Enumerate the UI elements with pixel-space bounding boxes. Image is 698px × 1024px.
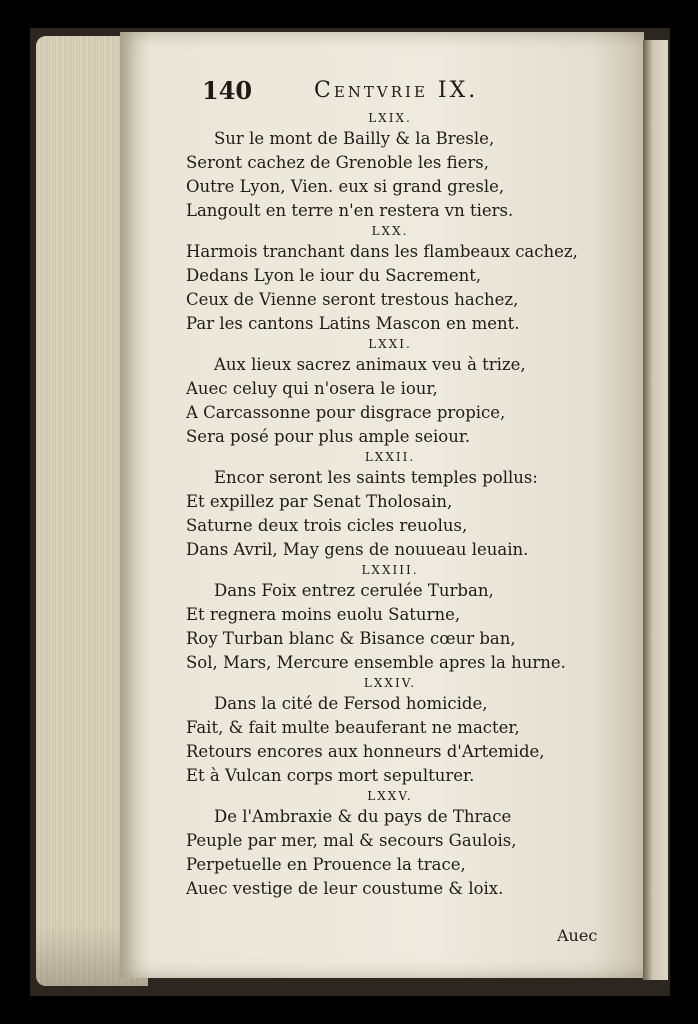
- verse-line: Outre Lyon, Vien. eux si grand gresle,: [186, 177, 505, 196]
- verse-line: De l'Ambraxie & du pays de Thrace: [214, 807, 512, 826]
- running-title: Centvrie IX.: [314, 78, 479, 103]
- verse-line: Dans la cité de Fersod homicide,: [214, 694, 488, 713]
- verse-line: Sur le mont de Bailly & la Bresle,: [214, 129, 495, 148]
- catchword: Auec: [557, 926, 598, 945]
- quatrain: [186, 223, 634, 336]
- quatrain-text: [186, 110, 634, 901]
- quatrain: [186, 788, 634, 901]
- quatrain-number: LXIX.: [368, 111, 412, 125]
- verse-line: Harmois tranchant dans les flambeaux cachez,: [186, 242, 578, 261]
- quatrain: [186, 336, 634, 449]
- verse-line: A Carcassonne pour disgrace propice,: [186, 403, 506, 422]
- verse-line: Fait, & fait multe beauferant ne macter,: [186, 718, 520, 737]
- quatrain-number: LXXIII.: [361, 563, 419, 577]
- verse-line: Auec celuy qui n'osera le iour,: [186, 379, 438, 398]
- verse-line: Dedans Lyon le iour du Sacrement,: [186, 266, 482, 285]
- verse-line: Sera posé pour plus ample seiour.: [186, 427, 471, 446]
- verse-line: Perpetuelle en Prouence la trace,: [186, 855, 466, 874]
- verse-line: Et expillez par Senat Tholosain,: [186, 492, 453, 511]
- facing-page-edge: [643, 40, 668, 980]
- verse-line: Saturne deux trois cicles reuolus,: [186, 516, 468, 535]
- quatrain-number: LXXV.: [367, 789, 413, 803]
- verse-line: Peuple par mer, mal & secours Gaulois,: [186, 831, 517, 850]
- page-header: [202, 76, 542, 108]
- quatrain-number: LXX.: [371, 224, 409, 238]
- verse-line: Par les cantons Latins Mascon en ment.: [186, 314, 520, 333]
- verse-line: Roy Turban blanc & Bisance cœur ban,: [186, 629, 516, 648]
- page-number: 140: [202, 76, 253, 105]
- quatrain-number: LXXIV.: [363, 676, 417, 690]
- verse-line: Langoult en terre n'en restera vn tiers.: [186, 201, 514, 220]
- quatrain-number: LXXII.: [364, 450, 416, 464]
- verse-line: Dans Avril, May gens de nouueau leuain.: [186, 540, 529, 559]
- verse-line: Auec vestige de leur coustume & loix.: [186, 879, 504, 898]
- quatrain-number: LXXI.: [368, 337, 412, 351]
- quatrain: [186, 675, 634, 788]
- verse-line: Aux lieux sacrez animaux veu à trize,: [214, 355, 526, 374]
- verse-line: Encor seront les saints temples pollus:: [214, 468, 538, 487]
- quatrain: [186, 562, 634, 675]
- verse-line: Dans Foix entrez cerulée Turban,: [214, 581, 494, 600]
- quatrain: [186, 449, 634, 562]
- verse-line: Retours encores aux honneurs d'Artemide,: [186, 742, 545, 761]
- verse-line: Et à Vulcan corps mort sepulturer.: [186, 766, 475, 785]
- verse-line: Sol, Mars, Mercure ensemble apres la hurne.: [186, 653, 566, 672]
- verse-line: Seront cachez de Grenoble les fiers,: [186, 153, 489, 172]
- quatrain: [186, 110, 634, 223]
- verse-line: Ceux de Vienne seront trestous hachez,: [186, 290, 519, 309]
- verse-line: Et regnera moins euolu Saturne,: [186, 605, 461, 624]
